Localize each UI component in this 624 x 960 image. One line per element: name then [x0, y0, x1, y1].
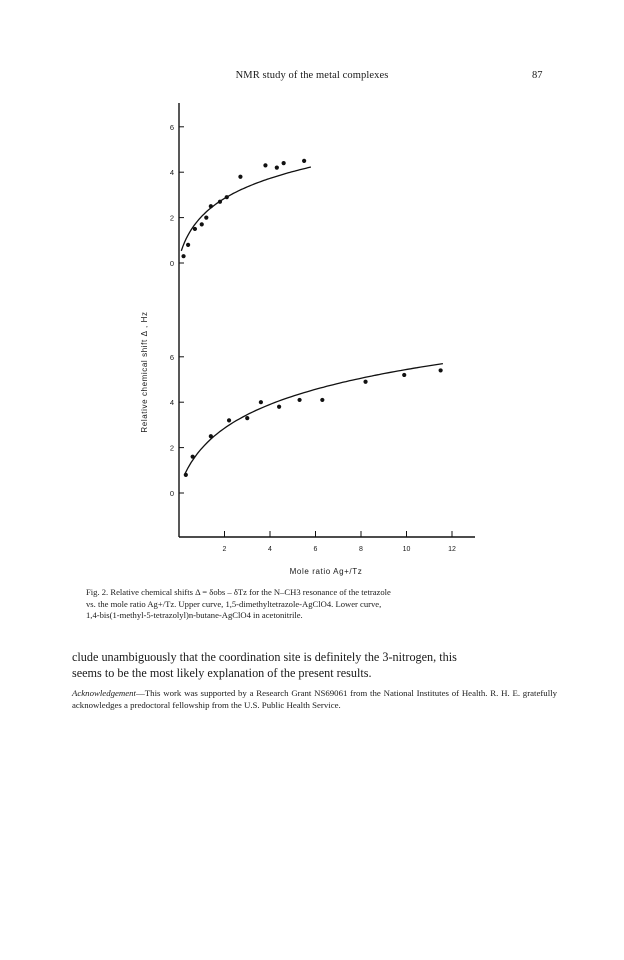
upper-data-point	[282, 161, 286, 165]
upper-data-point	[263, 163, 267, 167]
y-tick-label: 6	[169, 122, 174, 132]
x-tick-label: 6	[313, 546, 318, 553]
lower-data-point	[277, 405, 281, 409]
caption-line: 1,4-bis(1-methyl-5-tetrazolyl)n-butane-AgClO4 in acetonitrile.	[86, 610, 303, 621]
y-tick-label: 2	[169, 213, 174, 223]
upper-data-point	[218, 200, 222, 204]
lower-data-point	[259, 400, 263, 404]
upper-data-point	[200, 222, 204, 226]
lower-data-point	[184, 473, 188, 477]
lower-data-point	[227, 418, 231, 422]
body-line: clude unambiguously that the coordination site is definitely the 3-nitrogen, this	[72, 650, 457, 664]
body-line: seems to be the most likely explanation of the present results.	[72, 666, 372, 680]
x-tick-label: 10	[402, 546, 411, 553]
body-paragraph	[72, 649, 557, 681]
chart-axes	[179, 103, 475, 537]
x-tick-label: 8	[359, 546, 363, 553]
lower-data-point	[363, 380, 367, 384]
y-axis-label: Relative chemical shift Δ , Hz	[140, 311, 149, 433]
upper-curve	[181, 167, 311, 251]
y-tick-label: 4	[169, 168, 174, 178]
upper-data-point	[225, 195, 229, 199]
lower-data-point	[320, 398, 324, 402]
upper-data-point	[238, 175, 242, 179]
x-tick-label: 4	[268, 546, 272, 553]
upper-data-point	[181, 254, 185, 258]
lower-data-point	[245, 416, 249, 420]
x-tick-label: 2	[222, 546, 227, 553]
lower-curve	[185, 364, 443, 475]
upper-data-point	[209, 204, 213, 208]
acknowledgement-text: —This work was supported by a Research Grant NS69061 from the National Institutes of Health. R. H. E. gratefully acknowledges a predoctoral fellowship from the U.S. Public Health Service.	[72, 688, 557, 710]
y-tick-label: 0	[169, 489, 174, 498]
y-tick-label: 2	[169, 443, 174, 453]
acknowledgement-heading: Acknowledgement	[72, 688, 136, 698]
upper-data-point	[302, 159, 306, 163]
upper-data-point	[204, 216, 208, 220]
x-axis-label: Mole ratio Ag+/Tz	[289, 567, 363, 576]
lower-data-point	[209, 434, 213, 438]
upper-data-point	[186, 243, 190, 247]
caption-line: Fig. 2. Relative chemical shifts Δ = δobs – δTz for the N–CH3 resonance of the tetrazole	[86, 587, 391, 597]
running-title: NMR study of the metal complexes	[235, 70, 389, 81]
figure-caption	[86, 587, 546, 622]
lower-data-point	[191, 455, 195, 459]
caption-line: vs. the mole ratio Ag+/Tz. Upper curve, 1,5-dimethyltetrazole-AgClO4. Lower curve,	[86, 598, 382, 609]
lower-data-point	[297, 398, 301, 402]
chart-points	[181, 159, 442, 477]
y-tick-label: 6	[169, 352, 174, 362]
acknowledgement	[72, 688, 557, 711]
y-tick-label: 4	[169, 398, 174, 408]
x-tick-label: 12	[448, 546, 456, 553]
upper-data-point	[193, 227, 197, 231]
lower-data-point	[439, 368, 443, 372]
y-tick-label: 0	[169, 259, 174, 268]
chart-tick-labels	[170, 123, 456, 553]
upper-data-point	[275, 166, 279, 170]
page-number: 87	[532, 70, 543, 81]
chart-curves	[181, 167, 443, 474]
lower-data-point	[402, 373, 406, 377]
